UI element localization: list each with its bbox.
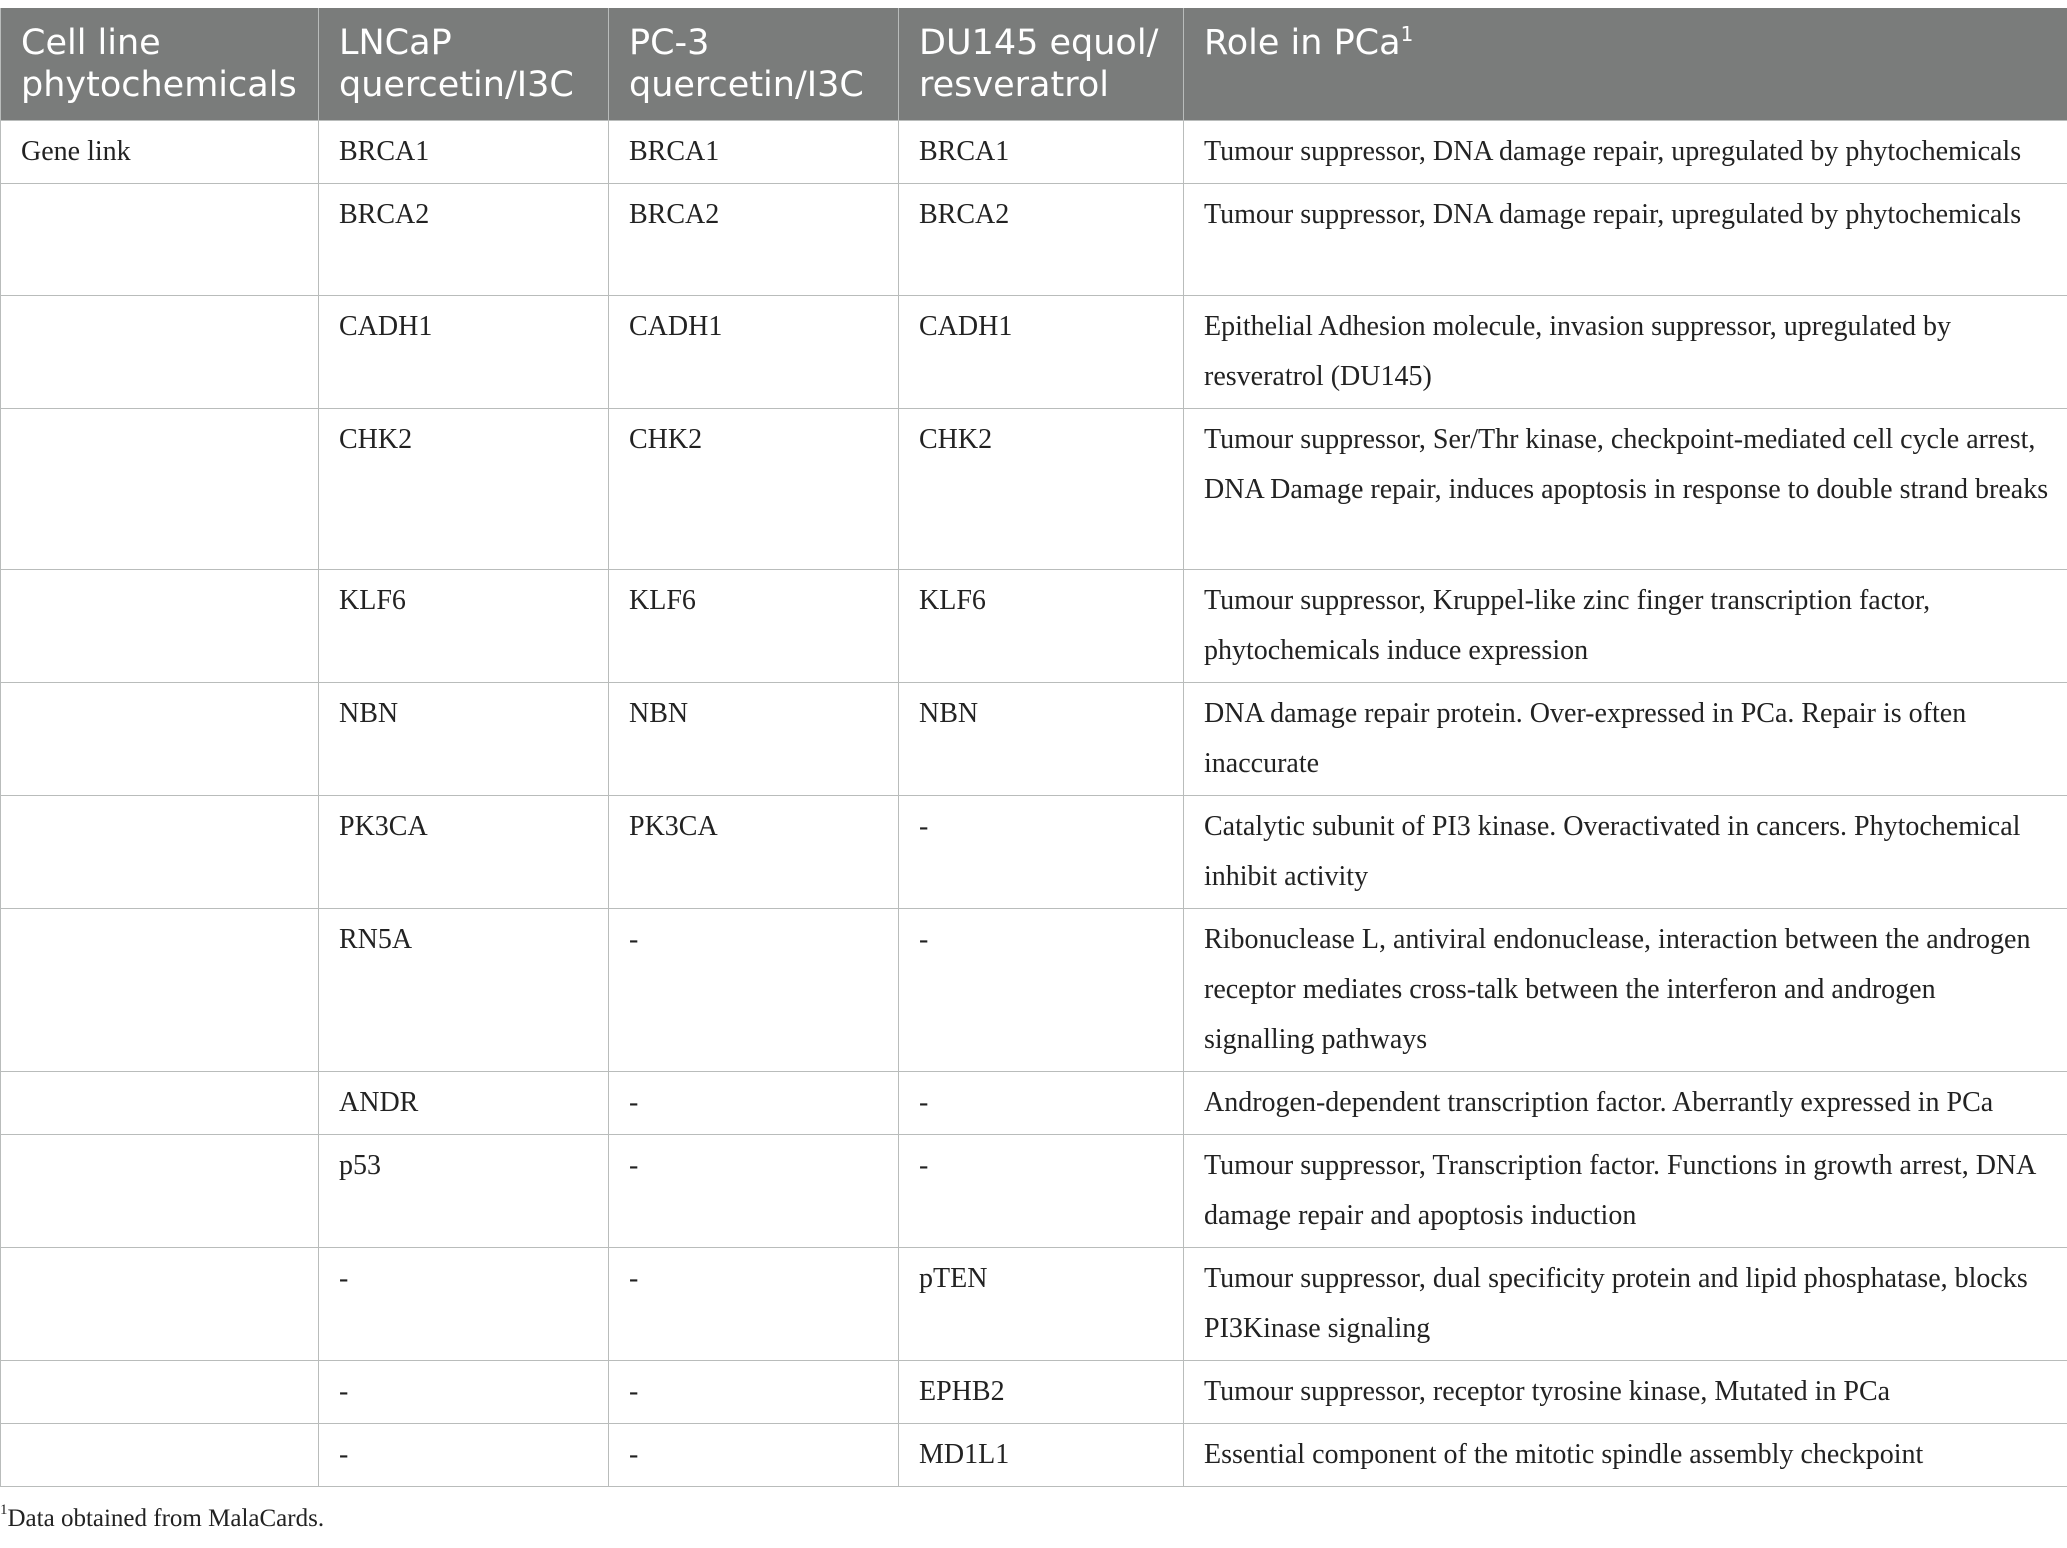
table-cell: Tumour suppressor, DNA damage repair, upregulated by phytochemicals — [1184, 121, 2067, 184]
table-cell: - — [899, 1135, 1184, 1248]
table-row — [1, 683, 2067, 796]
table-cell: Tumour suppressor, Kruppel-like zinc finger transcription factor, phytochemicals induce expression — [1184, 570, 2067, 683]
table-cell: KLF6 — [899, 570, 1184, 683]
table-row — [1, 1248, 2067, 1361]
table-cell: Tumour suppressor, Transcription factor. Functions in growth arrest, DNA damage repair and apoptosis induction — [1184, 1135, 2067, 1248]
table-cell: NBN — [899, 683, 1184, 796]
table-cell — [1, 796, 319, 909]
table-cell: Catalytic subunit of PI3 kinase. Overactivated in cancers. Phytochemical inhibit activity — [1184, 796, 2067, 909]
gene-table — [0, 8, 2067, 1487]
table-row — [1, 1361, 2067, 1424]
header-row — [1, 8, 2067, 121]
footnote-marker: 1 — [0, 1502, 8, 1518]
table-cell: Gene link — [1, 121, 319, 184]
table-row — [1, 1424, 2067, 1487]
table-cell: - — [899, 1072, 1184, 1135]
table-cell: KLF6 — [609, 570, 899, 683]
table-row — [1, 121, 2067, 184]
table-cell: BRCA2 — [609, 184, 899, 296]
table-cell — [1, 409, 319, 570]
table-body — [1, 121, 2067, 1487]
table-cell: CHK2 — [319, 409, 609, 570]
table-cell: PK3CA — [319, 796, 609, 909]
table-row — [1, 296, 2067, 409]
table-cell: NBN — [609, 683, 899, 796]
table-cell: CADH1 — [899, 296, 1184, 409]
table-cell — [1, 1361, 319, 1424]
table-cell: pTEN — [899, 1248, 1184, 1361]
header-cell-line: Cell line phytochemicals — [1, 8, 319, 121]
table-cell: - — [319, 1248, 609, 1361]
table-row — [1, 570, 2067, 683]
table-cell — [1, 683, 319, 796]
table-cell: - — [609, 1135, 899, 1248]
table-cell: DNA damage repair protein. Over-expressed in PCa. Repair is often inaccurate — [1184, 683, 2067, 796]
table-cell: - — [899, 796, 1184, 909]
table-cell: - — [319, 1424, 609, 1487]
footnote — [0, 1503, 324, 1535]
table-cell: Tumour suppressor, DNA damage repair, upregulated by phytochemicals — [1184, 184, 2067, 296]
table-cell: p53 — [319, 1135, 609, 1248]
table-cell: CHK2 — [609, 409, 899, 570]
table-cell: Androgen-dependent transcription factor. Aberrantly expressed in PCa — [1184, 1072, 2067, 1135]
table-cell: CADH1 — [319, 296, 609, 409]
table-cell: KLF6 — [319, 570, 609, 683]
table-cell: - — [609, 1072, 899, 1135]
table-cell — [1, 1248, 319, 1361]
header-du145: DU145 equol/ resveratrol — [899, 8, 1184, 121]
table-cell: BRCA1 — [319, 121, 609, 184]
table-cell: CADH1 — [609, 296, 899, 409]
table-cell: - — [899, 909, 1184, 1072]
data-table-container — [0, 8, 2067, 1487]
table-row — [1, 184, 2067, 296]
table-cell: - — [609, 1361, 899, 1424]
table-row — [1, 909, 2067, 1072]
table-cell: MD1L1 — [899, 1424, 1184, 1487]
table-cell: BRCA2 — [319, 184, 609, 296]
table-header — [1, 8, 2067, 121]
table-row — [1, 1135, 2067, 1248]
header-pc3: PC-3 quercetin/I3C — [609, 8, 899, 121]
footnote-marker: 1 — [1400, 22, 1414, 46]
table-cell: ANDR — [319, 1072, 609, 1135]
table-cell — [1, 184, 319, 296]
table-row — [1, 796, 2067, 909]
table-row — [1, 409, 2067, 570]
table-row — [1, 1072, 2067, 1135]
table-cell: Tumour suppressor, receptor tyrosine kinase, Mutated in PCa — [1184, 1361, 2067, 1424]
table-cell: Ribonuclease L, antiviral endonuclease, interaction between the androgen receptor mediates cross-talk between the interferon and androgen signalling pathways — [1184, 909, 2067, 1072]
table-cell: PK3CA — [609, 796, 899, 909]
table-cell: - — [319, 1361, 609, 1424]
table-cell — [1, 1135, 319, 1248]
table-cell: EPHB2 — [899, 1361, 1184, 1424]
table-cell: BRCA1 — [609, 121, 899, 184]
table-cell: BRCA2 — [899, 184, 1184, 296]
table-cell — [1, 1072, 319, 1135]
table-cell: NBN — [319, 683, 609, 796]
table-cell: RN5A — [319, 909, 609, 1072]
table-cell — [1, 296, 319, 409]
table-cell: - — [609, 909, 899, 1072]
table-cell: BRCA1 — [899, 121, 1184, 184]
table-cell — [1, 1424, 319, 1487]
table-cell: CHK2 — [899, 409, 1184, 570]
table-cell: Epithelial Adhesion molecule, invasion suppressor, upregulated by resveratrol (DU145) — [1184, 296, 2067, 409]
table-cell: Essential component of the mitotic spindle assembly checkpoint — [1184, 1424, 2067, 1487]
table-cell — [1, 909, 319, 1072]
table-cell: - — [609, 1424, 899, 1487]
table-cell: - — [609, 1248, 899, 1361]
table-cell: Tumour suppressor, dual specificity protein and lipid phosphatase, blocks PI3Kinase signaling — [1184, 1248, 2067, 1361]
header-lncap: LNCaP quercetin/I3C — [319, 8, 609, 121]
footnote-text: Data obtained from MalaCards. — [7, 1505, 325, 1532]
table-cell: Tumour suppressor, Ser/Thr kinase, checkpoint-mediated cell cycle arrest, DNA Damage repair, induces apoptosis in response to double strand breaks — [1184, 409, 2067, 570]
header-role: Role in PCa$^1$ — [1184, 8, 2067, 121]
table-cell — [1, 570, 319, 683]
